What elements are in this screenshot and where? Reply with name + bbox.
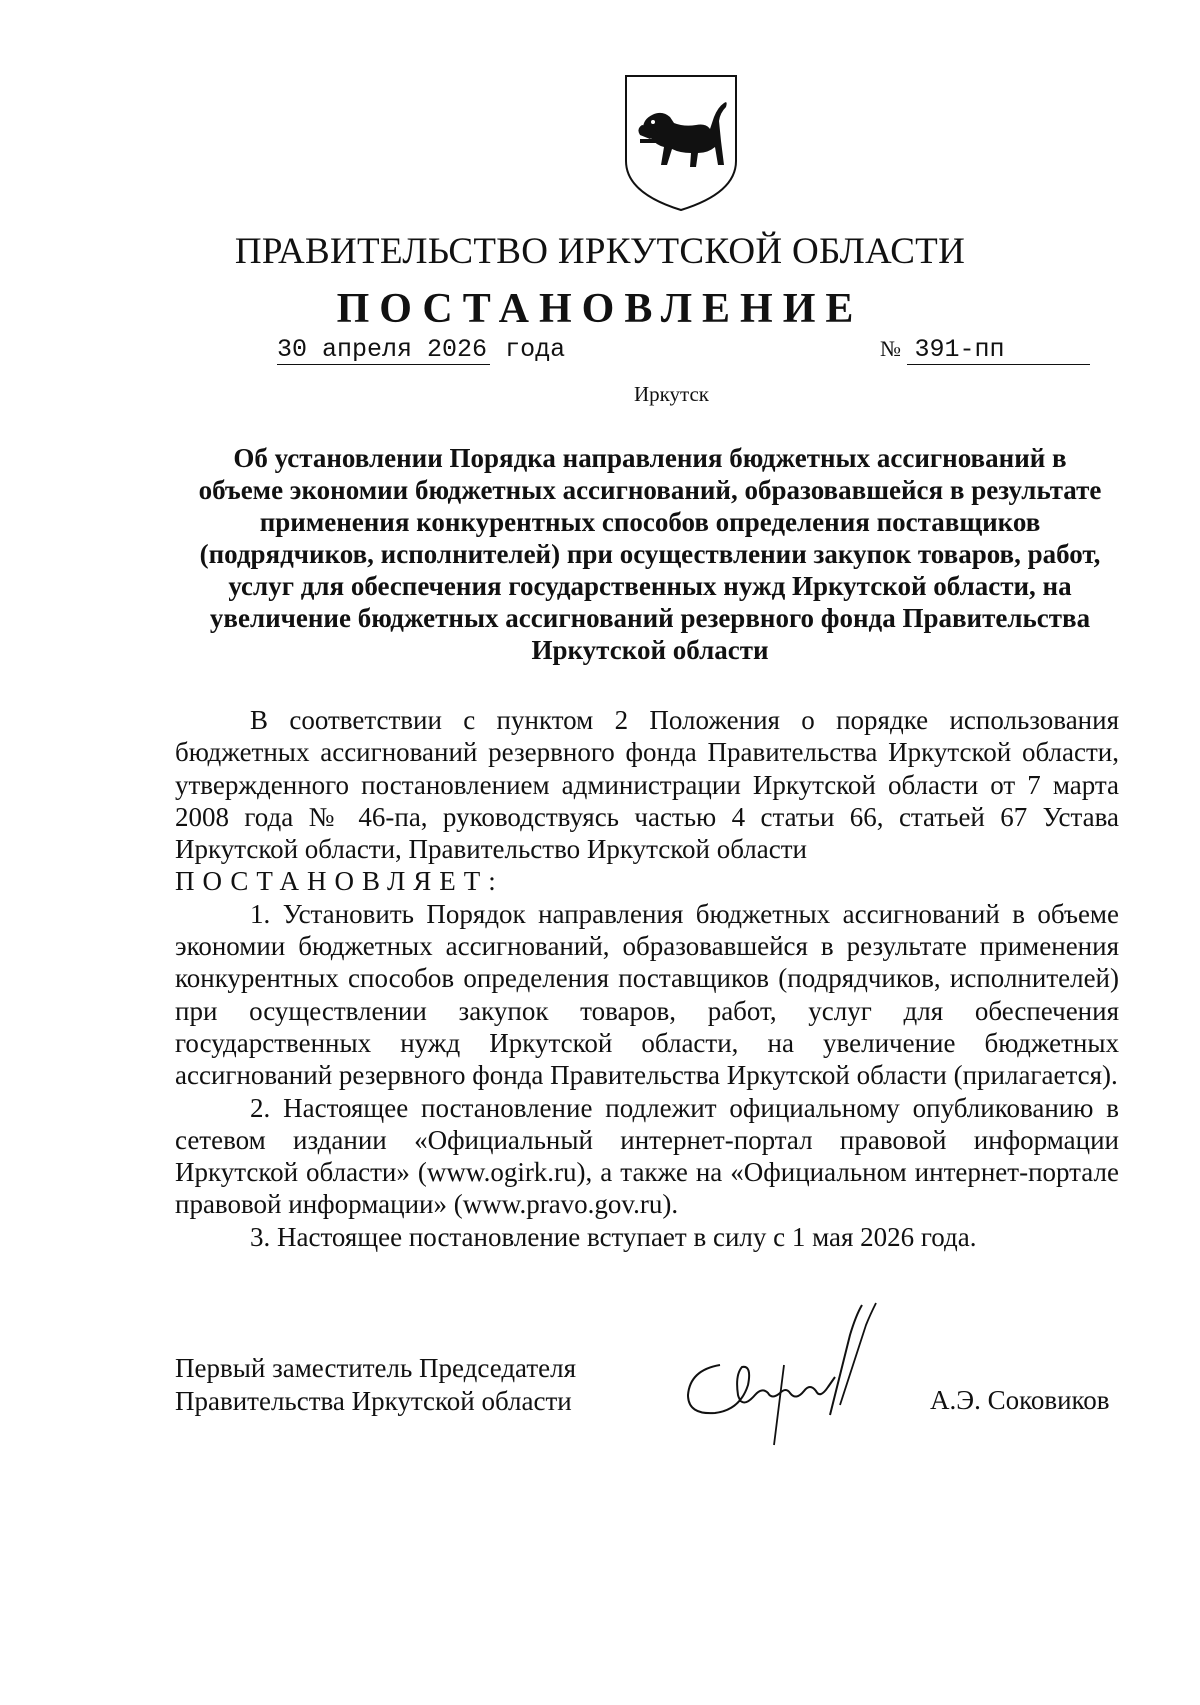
signer-position <box>175 1352 576 1418</box>
number-value: 391-пп <box>907 335 1090 365</box>
number-sign: № <box>880 336 901 361</box>
document-type: ПОСТАНОВЛЕНИЕ <box>336 286 864 332</box>
city: Иркутск <box>633 382 710 406</box>
signer-position-line-1: Первый заместитель Председателя <box>175 1353 577 1383</box>
preamble: В соответствии с пунктом 2 Положения о порядке использования бюджетных ассигнований резервного фонда Правительства Иркутской области, утвержденного постановлением администрации Иркутской области от 7 марта 2008 года № 46-па, руководствуясь частью 4 статьи 66, статьей 67 Устава Иркутской области, Правительство Иркутской области <box>175 705 1119 865</box>
handwritten-signature <box>680 1295 910 1455</box>
government-name: ПРАВИТЕЛЬСТВО ИРКУТСКОЙ ОБЛАСТИ <box>234 231 966 272</box>
document-body <box>175 704 1119 1253</box>
item-3: 3. Настоящее постановление вступает в силу с 1 мая 2026 года. <box>250 1221 977 1252</box>
signer-position-line-2: Правительства Иркутской области <box>175 1386 572 1416</box>
date-suffix: года <box>505 335 566 364</box>
resolves-word: ПОСТАНОВЛЯЕТ: <box>175 866 504 897</box>
signer-name: А.Э. Соковиков <box>930 1385 1110 1415</box>
item-2: 2. Настоящее постановление подлежит официальному опубликованию в сетевом издании «Официальный интернет-портал правовой информации Иркутской области» (www.ogirk.ru), а также на «Официальном интернет-портале правовой информации» (www.pravo.gov.ru). <box>175 1092 1119 1220</box>
date-value: 30 апреля 2026 <box>277 335 490 365</box>
coat-of-arms-icon <box>622 73 740 213</box>
document-title: Об установлении Порядка направления бюджетных ассигнований в объеме экономии бюджетных ассигнований, образовавшейся в результате применения конкурентных способов определения поставщиков (подрядчиков, исполнителей) при осуществлении закупок товаров, работ, услуг для обеспечения государственных нужд Иркутской области, на увеличение бюджетных ассигнований резервного фонда Правительства Иркутской области <box>198 443 1102 665</box>
item-1: 1. Установить Порядок направления бюджетных ассигнований в объеме экономии бюджетных ассигнований, образовавшейся в результате применения конкурентных способов определения поставщиков (подрядчиков, исполнителей) при осуществлении закупок товаров, работ, услуг для обеспечения государственных нужд Иркутской области, на увеличение бюджетных ассигнований резервного фонда Правительства Иркутской области (прилагается). <box>175 898 1119 1091</box>
document-date <box>277 335 565 365</box>
document-number <box>880 335 1090 365</box>
